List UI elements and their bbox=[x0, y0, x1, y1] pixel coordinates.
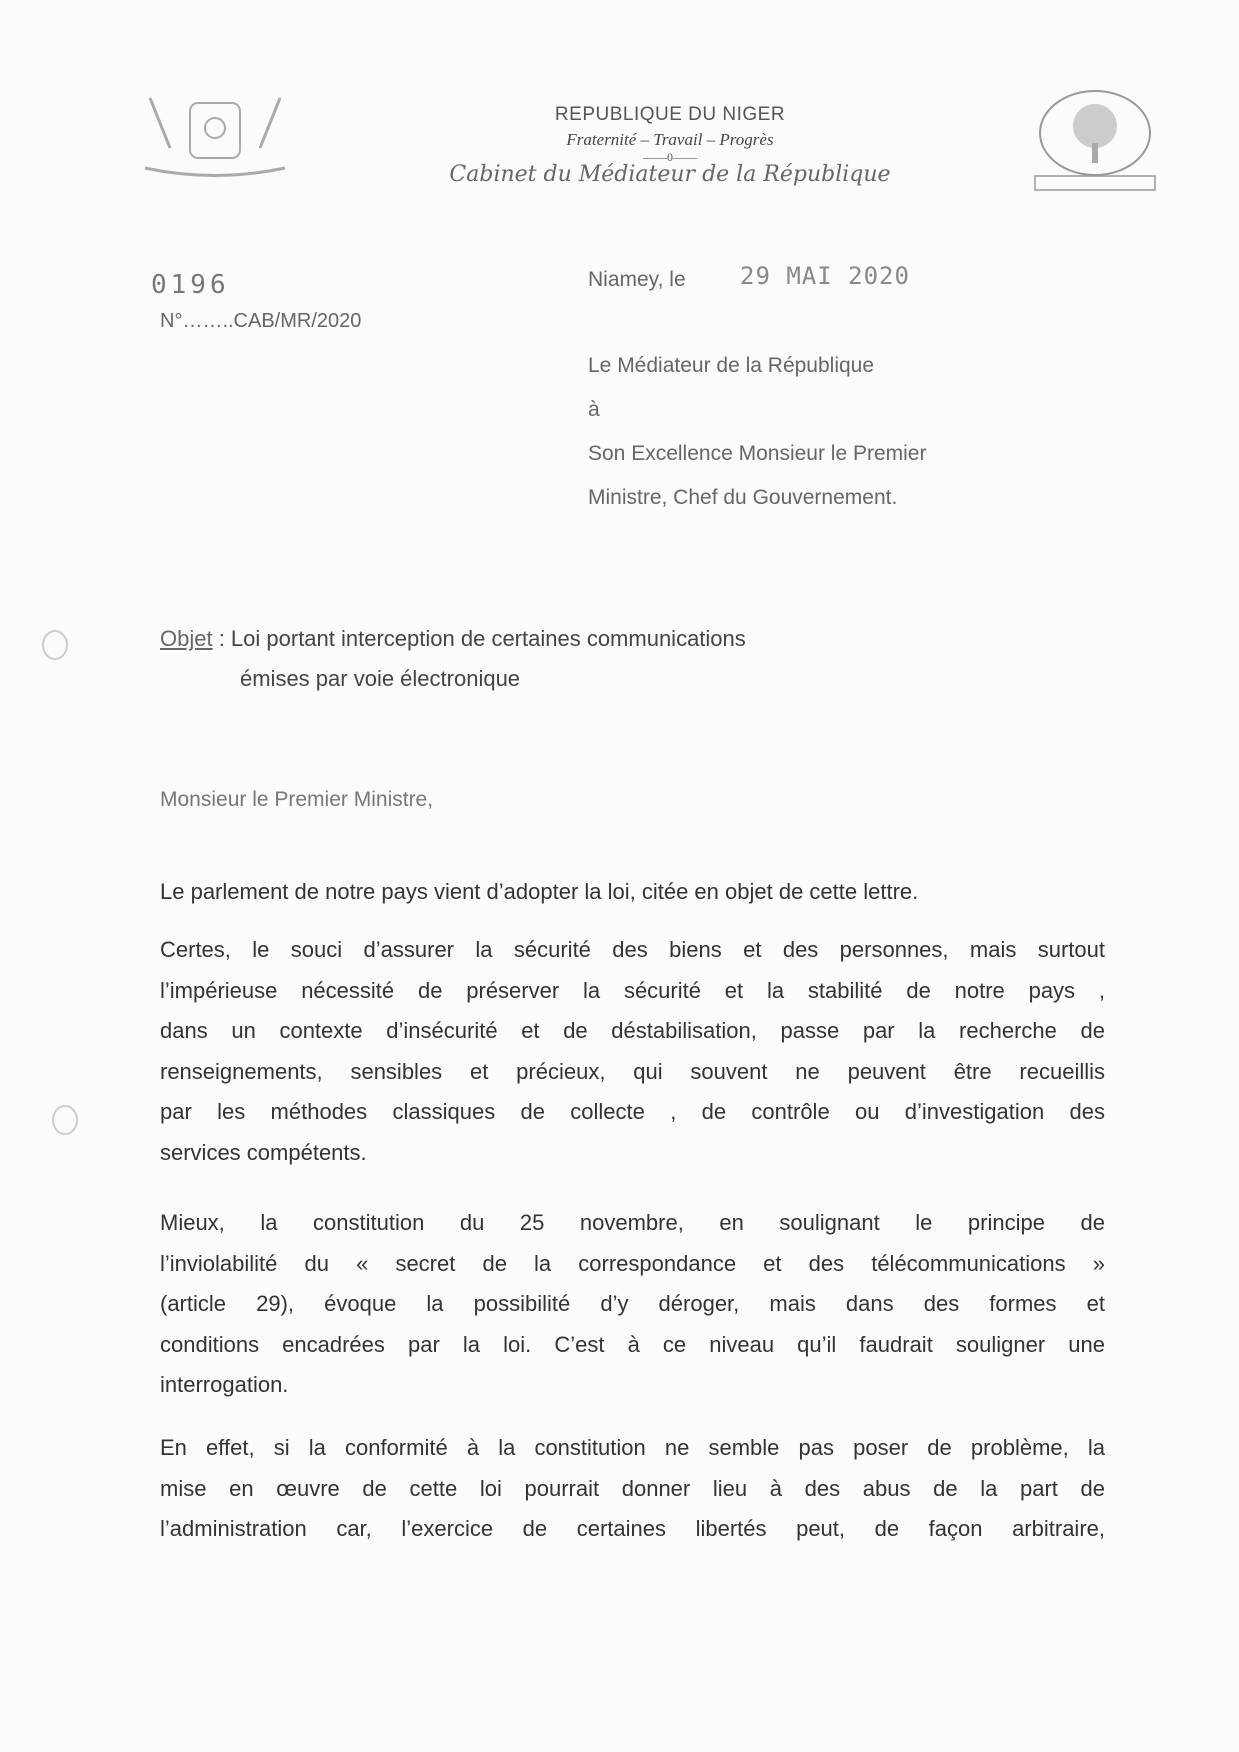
punch-hole bbox=[42, 630, 68, 660]
text-line: Mieux, la constitution du 25 novembre, en soulignant le principe de bbox=[160, 1210, 1105, 1235]
date-place: Niamey, le bbox=[588, 268, 686, 291]
recipient-line-2: Ministre, Chef du Gouvernement. bbox=[588, 486, 898, 509]
text-line: l’impérieuse nécessité de préserver la sécurité et la stabilité de notre pays , bbox=[160, 977, 1105, 1003]
recipient-line-1: Son Excellence Monsieur le Premier bbox=[588, 442, 927, 465]
paragraph-2 bbox=[160, 930, 1105, 1173]
sender: Le Médiateur de la République bbox=[588, 354, 875, 377]
text-line: mise en œuvre de cette loi pourrait donner lieu à des abus de la part de bbox=[160, 1475, 1105, 1501]
text-line: services compétents. bbox=[160, 1139, 367, 1165]
subject-line bbox=[160, 626, 746, 652]
paragraph-4 bbox=[160, 1428, 1105, 1550]
text-line: l’administration car, l’exercice de certaines libertés peut, de façon arbitraire, bbox=[160, 1516, 1105, 1541]
address-to: à bbox=[588, 398, 600, 421]
salutation: Monsieur le Premier Ministre, bbox=[160, 788, 434, 811]
subject-text: : Loi portant interception de certaines communications bbox=[212, 626, 746, 651]
text-line: interrogation. bbox=[160, 1372, 289, 1397]
paragraph-3 bbox=[160, 1203, 1105, 1406]
registration-stamp-number: 0196 bbox=[151, 270, 230, 300]
text-line: Le parlement de notre pays vient d’adopter la loi, citée en objet de cette lettre. bbox=[160, 879, 919, 904]
country-name: REPUBLIQUE DU NIGER bbox=[554, 104, 786, 125]
national-motto: Fraternité – Travail – Progrès bbox=[566, 130, 774, 149]
text-line: Certes, le souci d’assurer la sécurité des biens et des personnes, mais surtout bbox=[160, 937, 1105, 962]
text-line: En effet, si la conformité à la constitution ne semble pas poser de problème, la bbox=[160, 1435, 1105, 1460]
subject-line-2: émises par voie électronique bbox=[240, 666, 521, 691]
subject-label: Objet bbox=[160, 626, 213, 651]
reference-number: N°……..CAB/MR/2020 bbox=[160, 310, 362, 332]
niger-coat-of-arms-emblem bbox=[140, 88, 290, 188]
office-name: Cabinet du Médiateur de la République bbox=[449, 162, 891, 187]
punch-hole bbox=[52, 1105, 78, 1135]
mediator-seal-logo bbox=[1020, 88, 1170, 198]
text-line: l’inviolabilité du « secret de la correspondance et des télécommunications » bbox=[160, 1250, 1105, 1276]
text-line: dans un contexte d’insécurité et de déstabilisation, passe par la recherche de bbox=[160, 1018, 1105, 1043]
text-line: conditions encadrées par la loi. C’est à ce niveau qu’il faudrait souligner une bbox=[160, 1331, 1105, 1357]
text-line: par les méthodes classiques de collecte , de contrôle ou d’investigation des bbox=[160, 1099, 1105, 1124]
text-line: renseignements, sensibles et précieux, qui souvent ne peuvent être recueillis bbox=[160, 1058, 1105, 1084]
paragraph-1 bbox=[160, 872, 1085, 913]
text-line: (article 29), évoque la possibilité d’y déroger, mais dans des formes et bbox=[160, 1291, 1105, 1316]
header-separator: ——0—— bbox=[643, 150, 697, 164]
date-stamp: 29 MAI 2020 bbox=[740, 262, 910, 290]
